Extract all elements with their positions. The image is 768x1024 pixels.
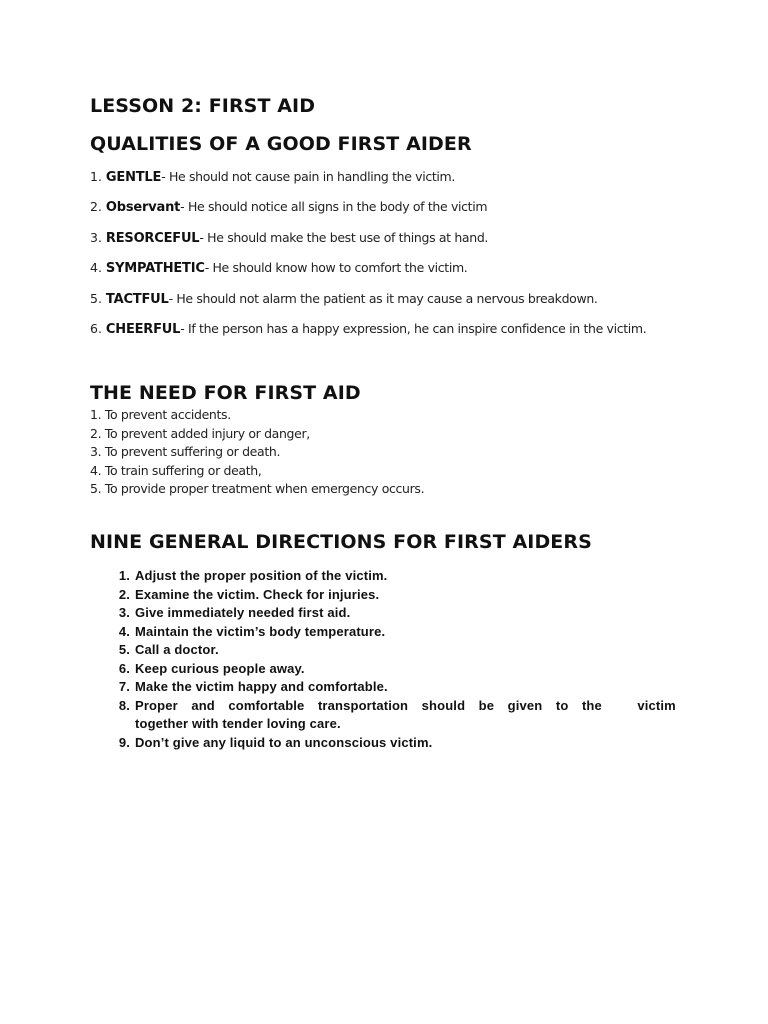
directions-word: Proper (135, 697, 178, 713)
directions-word: should (421, 697, 466, 713)
directions-item-number: 6. (118, 660, 130, 676)
directions-item-number: 1. (118, 568, 130, 583)
need-item: 1. To prevent accidents. (90, 407, 231, 422)
directions-item (110, 660, 676, 679)
qualities-heading: QUALITIES OF A GOOD FIRST AIDER (90, 133, 472, 155)
qualities-item (90, 228, 730, 258)
need-item: 2. To prevent added injury or danger, (90, 425, 310, 441)
directions-item (110, 734, 676, 753)
directions-item-text: Keep curious people away. (135, 660, 305, 676)
directions-item (110, 641, 676, 660)
directions-word: the (581, 697, 602, 713)
qualities-item-description: - He should not alarm the patient as it may cause a nervous breakdown. (168, 290, 598, 306)
need-list (90, 406, 424, 499)
directions-word: comfortable (228, 697, 305, 713)
qualities-item-description: - If the person has a happy expression, he can inspire confidence in the victim. (180, 320, 647, 336)
qualities-item-number: 6. (90, 320, 102, 336)
directions-item (110, 586, 676, 605)
qualities-item (90, 167, 730, 197)
directions-item-number: 5. (118, 642, 130, 657)
directions-item (110, 623, 676, 642)
qualities-item-description: - He should make the best use of things at hand. (199, 229, 489, 245)
qualities-item-term: RESORCEFUL (105, 230, 200, 246)
qualities-item-number: 5. (90, 290, 102, 306)
directions-item-number: 7. (118, 679, 130, 694)
directions-item-text: Maintain the victim’s body temperature. (135, 623, 386, 639)
qualities-item (90, 319, 730, 349)
qualities-item-term: GENTLE (105, 170, 162, 185)
directions-item-text: Adjust the proper position of the victim. (135, 568, 388, 583)
directions-item-number: 9. (118, 734, 130, 750)
directions-item-text: Give immediately needed first aid. (135, 605, 351, 620)
need-item: 3. To prevent suffering or death. (90, 444, 281, 459)
qualities-item (90, 289, 730, 319)
directions-item-number: 2. (118, 586, 130, 602)
directions-word: to (555, 697, 569, 713)
need-item: 4. To train suffering or death, (90, 462, 262, 478)
qualities-item-number: 4. (90, 260, 102, 276)
qualities-item-number: 3. (90, 229, 102, 245)
qualities-item-term: SYMPATHETIC (105, 261, 205, 277)
directions-list (110, 567, 676, 752)
qualities-item-description: - He should know how to comfort the victim. (204, 260, 468, 276)
need-heading: THE NEED FOR FIRST AID (90, 382, 361, 404)
qualities-item-term: TACTFUL (105, 291, 169, 307)
directions-item-text-line2: together with tender loving care. (135, 716, 341, 731)
directions-word: and (191, 697, 215, 713)
directions-item-number: 4. (118, 623, 130, 639)
directions-item-number: 3. (118, 605, 130, 620)
directions-heading: NINE GENERAL DIRECTIONS FOR FIRST AIDERS (90, 531, 592, 553)
directions-item (110, 697, 676, 734)
directions-item (110, 604, 676, 623)
directions-item-text: Make the victim happy and comfortable. (135, 679, 388, 694)
directions-item-text: Examine the victim. Check for injuries. (135, 586, 380, 602)
lesson-title: LESSON 2: FIRST AID (90, 95, 316, 117)
directions-item (110, 567, 676, 586)
directions-item-text-line1 (135, 697, 676, 716)
directions-word: given (507, 697, 543, 713)
directions-item-text: Call a doctor. (135, 642, 219, 657)
qualities-item (90, 258, 730, 288)
qualities-item-term: CHEERFUL (105, 321, 181, 337)
qualities-list (90, 167, 730, 349)
directions-item-text: Don’t give any liquid to an unconscious victim. (135, 734, 433, 750)
qualities-item-number: 2. (90, 199, 102, 215)
qualities-item-term: Observant (105, 200, 181, 216)
need-item: 5. To provide proper treatment when emergency occurs. (90, 481, 425, 496)
directions-word: be (478, 697, 495, 713)
qualities-item-description: - He should not cause pain in handling the victim. (161, 169, 455, 184)
directions-item (110, 678, 676, 697)
directions-item-number: 8. (118, 697, 130, 713)
directions-word: transportation (317, 697, 409, 713)
qualities-item (90, 197, 730, 227)
directions-word: victim (637, 697, 676, 713)
qualities-item-number: 1. (90, 169, 102, 184)
qualities-item-description: - He should notice all signs in the body of the victim (180, 199, 488, 215)
